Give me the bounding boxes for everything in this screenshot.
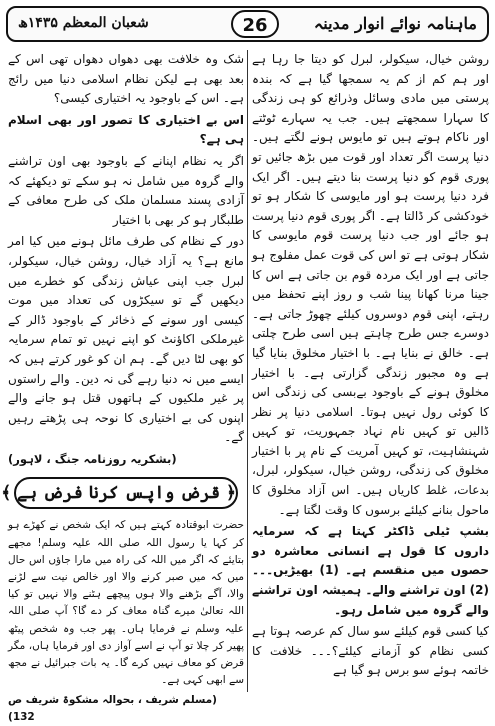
page-header: [6, 6, 489, 42]
column-divider: [247, 50, 248, 692]
quote-paragraph: بشپ ٹیلی ڈاکٹر کہتا ہے کہ سرمایہ داروں کا قول ہے انسانی معاشرہ دو حصوں میں منقسم ہے۔ (1) بھیڑیں۔۔۔(2) اون تراشنے والے۔ ہمیشہ اون تراشنے والے گروہ میں شامل رہو۔: [251, 524, 489, 617]
body-paragraph: اگر یہ نظام اپنانے کے باوجود بھی اون تراشنے والے گروہ میں شامل نہ ہو سکے تو دیکھئے کہ آزادی پسند مسلمان ملک کی طرح معافی کے طلبگار ہو کر بھی با اختیار: [8, 153, 244, 227]
body-paragraph: اس بے اختیاری کا تصور اور بھی اسلام ہی ہے؟: [8, 112, 244, 147]
section-title: ﴿ قرض واپس کرنا فرض ہے ﴾: [14, 477, 238, 509]
body-paragraph: دور کے نظام کی طرف مائل ہونے میں کیا امر مانع ہے؟ یہ آزاد خیال، روشن خیال، سیکولر، لبرل جب اپنی عیاش زندگی کو خطرے میں دیکھیں گے تو سیکڑوں کی تعداد میں موت کیسی اور سونے کے ذخائر کے باوجود ڈالر کے غیرملکی اکاؤنٹ کو اپنے نہیں تو تمام سرمایہ کو بھی لٹا دیں گے۔ ہم ان کو غور کرتے ہیں کہ ایسے میں نہ دنیا رہے گی نہ دین۔ والے راستوں پر غیر ملکیوں کے ہاتھوں قتل ہو جانے والے اپنوں کی بے اختیاری کا نوحہ ہی پڑھتے رہیں گے۔: [8, 234, 244, 445]
hadith-text: حضرت ابوقتادہ کہتے ہیں کہ ایک شخص نے کھڑے ہو کر کہا یا رسول اللہ صلی اللہ علیہ وسلم! مجھے بتایئے کہ اگر میں اللہ کی راہ میں مارا جاؤں اس حال میں کہ میں صبر کرنے والا اور خالص نیت سے لڑنے والا، آگے بڑھنے والا ہوں پیچھے ہٹنے والا نہیں تو کیا اللہ تعالیٰ میرے گناہ معاف کر دے گا؟ آپ صلی اللہ علیہ وسلم نے فرمایا ہاں۔ پھر جب وہ شخص پیٹھ پھیر کر چلا تو آپ نے اسے آواز دی اور فرمایا ہاں، مگر قرض کو معاف نہیں کرے گا۔ یہ بات جبرائیل نے مجھ سے ابھی کہی ہے۔: [8, 519, 244, 687]
closing-paragraph: کیا کسی قوم کیلئے سو سال کم عرصہ ہوتا ہے کسی نظام کو آزمانے کیلئے؟۔۔۔ خلافت کا خاتمہ ہوئے سو برس ہو گیا ہے: [252, 624, 489, 678]
left-column: [1, 50, 244, 723]
body-paragraph: شک وہ خلافت بھی دھواں دھواں تھی اس کے بعد بھی ہے لیکن نظام اسلامی دنیا میں رائج ہے۔ اس کے باوجود یہ اختیاری کیسی؟: [8, 52, 244, 106]
hadith-citation: (مسلم شریف ، بحوالہ مشکوۃ شریف ص 132): [8, 693, 217, 723]
article-source: (بشکریہ روزنامہ جنگ ، لاہور): [8, 451, 177, 466]
page-number: 26: [231, 10, 279, 38]
body-paragraph: روشن خیال، سیکولر، لبرل کو دیتا جا رہا ہے اور ہم کم از کم یہ سمجھا گیا ہے کہ بندہ پرستی میں مادی وسائل وذرائع کو ہی زندگی کا سہارا سمجھتے ہیں۔ جب یہ سہارے ٹوٹتے اور ناکام ہوتے ہیں تو مایوس ہونے لگتے ہیں۔ دنیا پرست اگر تعداد اور قوت میں بڑھ جائیں تو پوری قوم کو دنیا پرست بنا دیتے ہیں۔ اگر ایک فرد دنیا پرست ہو اور مایوسی کا شکار ہو تو خودکشی کر ڈالتا ہے۔ اگر پوری قوم دنیا پرست ہو جائے اور جب دنیا پرست قوم مایوسی کا شکار ہوتی ہے تو اس کی قوت عمل مفلوج ہو جاتی ہے اور ایک مردہ قوم بن جاتی ہے اس کا جینا مرنا کھانا پینا شب و روز اپنے تحفظ میں رہتے، اپنی قوم دوسروں کیلئے چھوڑ جاتی ہے۔ دوسرے جس طرح چاہتے ہیں اسی طرح چلتی ہے۔ خالق نے بنایا ہے۔ با اختیار مخلوق بنایا گیا ہے وہ مجبور زندگی گزارتی ہے۔ با اختیار مخلوق ہونے کے باوجود بےبسی کی زندگی اس کا کوئی رول نہیں ہوتا۔ اسلامی دنیا پر نظر ڈالیں تو کہیں نام نہاد جمہوریت، تو کہیں شہنشاہیت، تو کہیں آمریت کے نام پر با اختیار مخلوق کی زندگی، روشن خیال، سیکولر، لبرل، بدعات، غلط کاریاں ہیں۔ اس آزاد مخلوق کا ماحول بنانے کیلئے برسوں کا وقت لگتا ہے۔: [252, 52, 489, 517]
right-column: [252, 50, 489, 694]
magazine-title: ماہنامہ نوائے انوار مدینہ: [313, 14, 477, 33]
issue-date: شعبان المعظم ۱۴۳۵ھ: [18, 15, 149, 31]
